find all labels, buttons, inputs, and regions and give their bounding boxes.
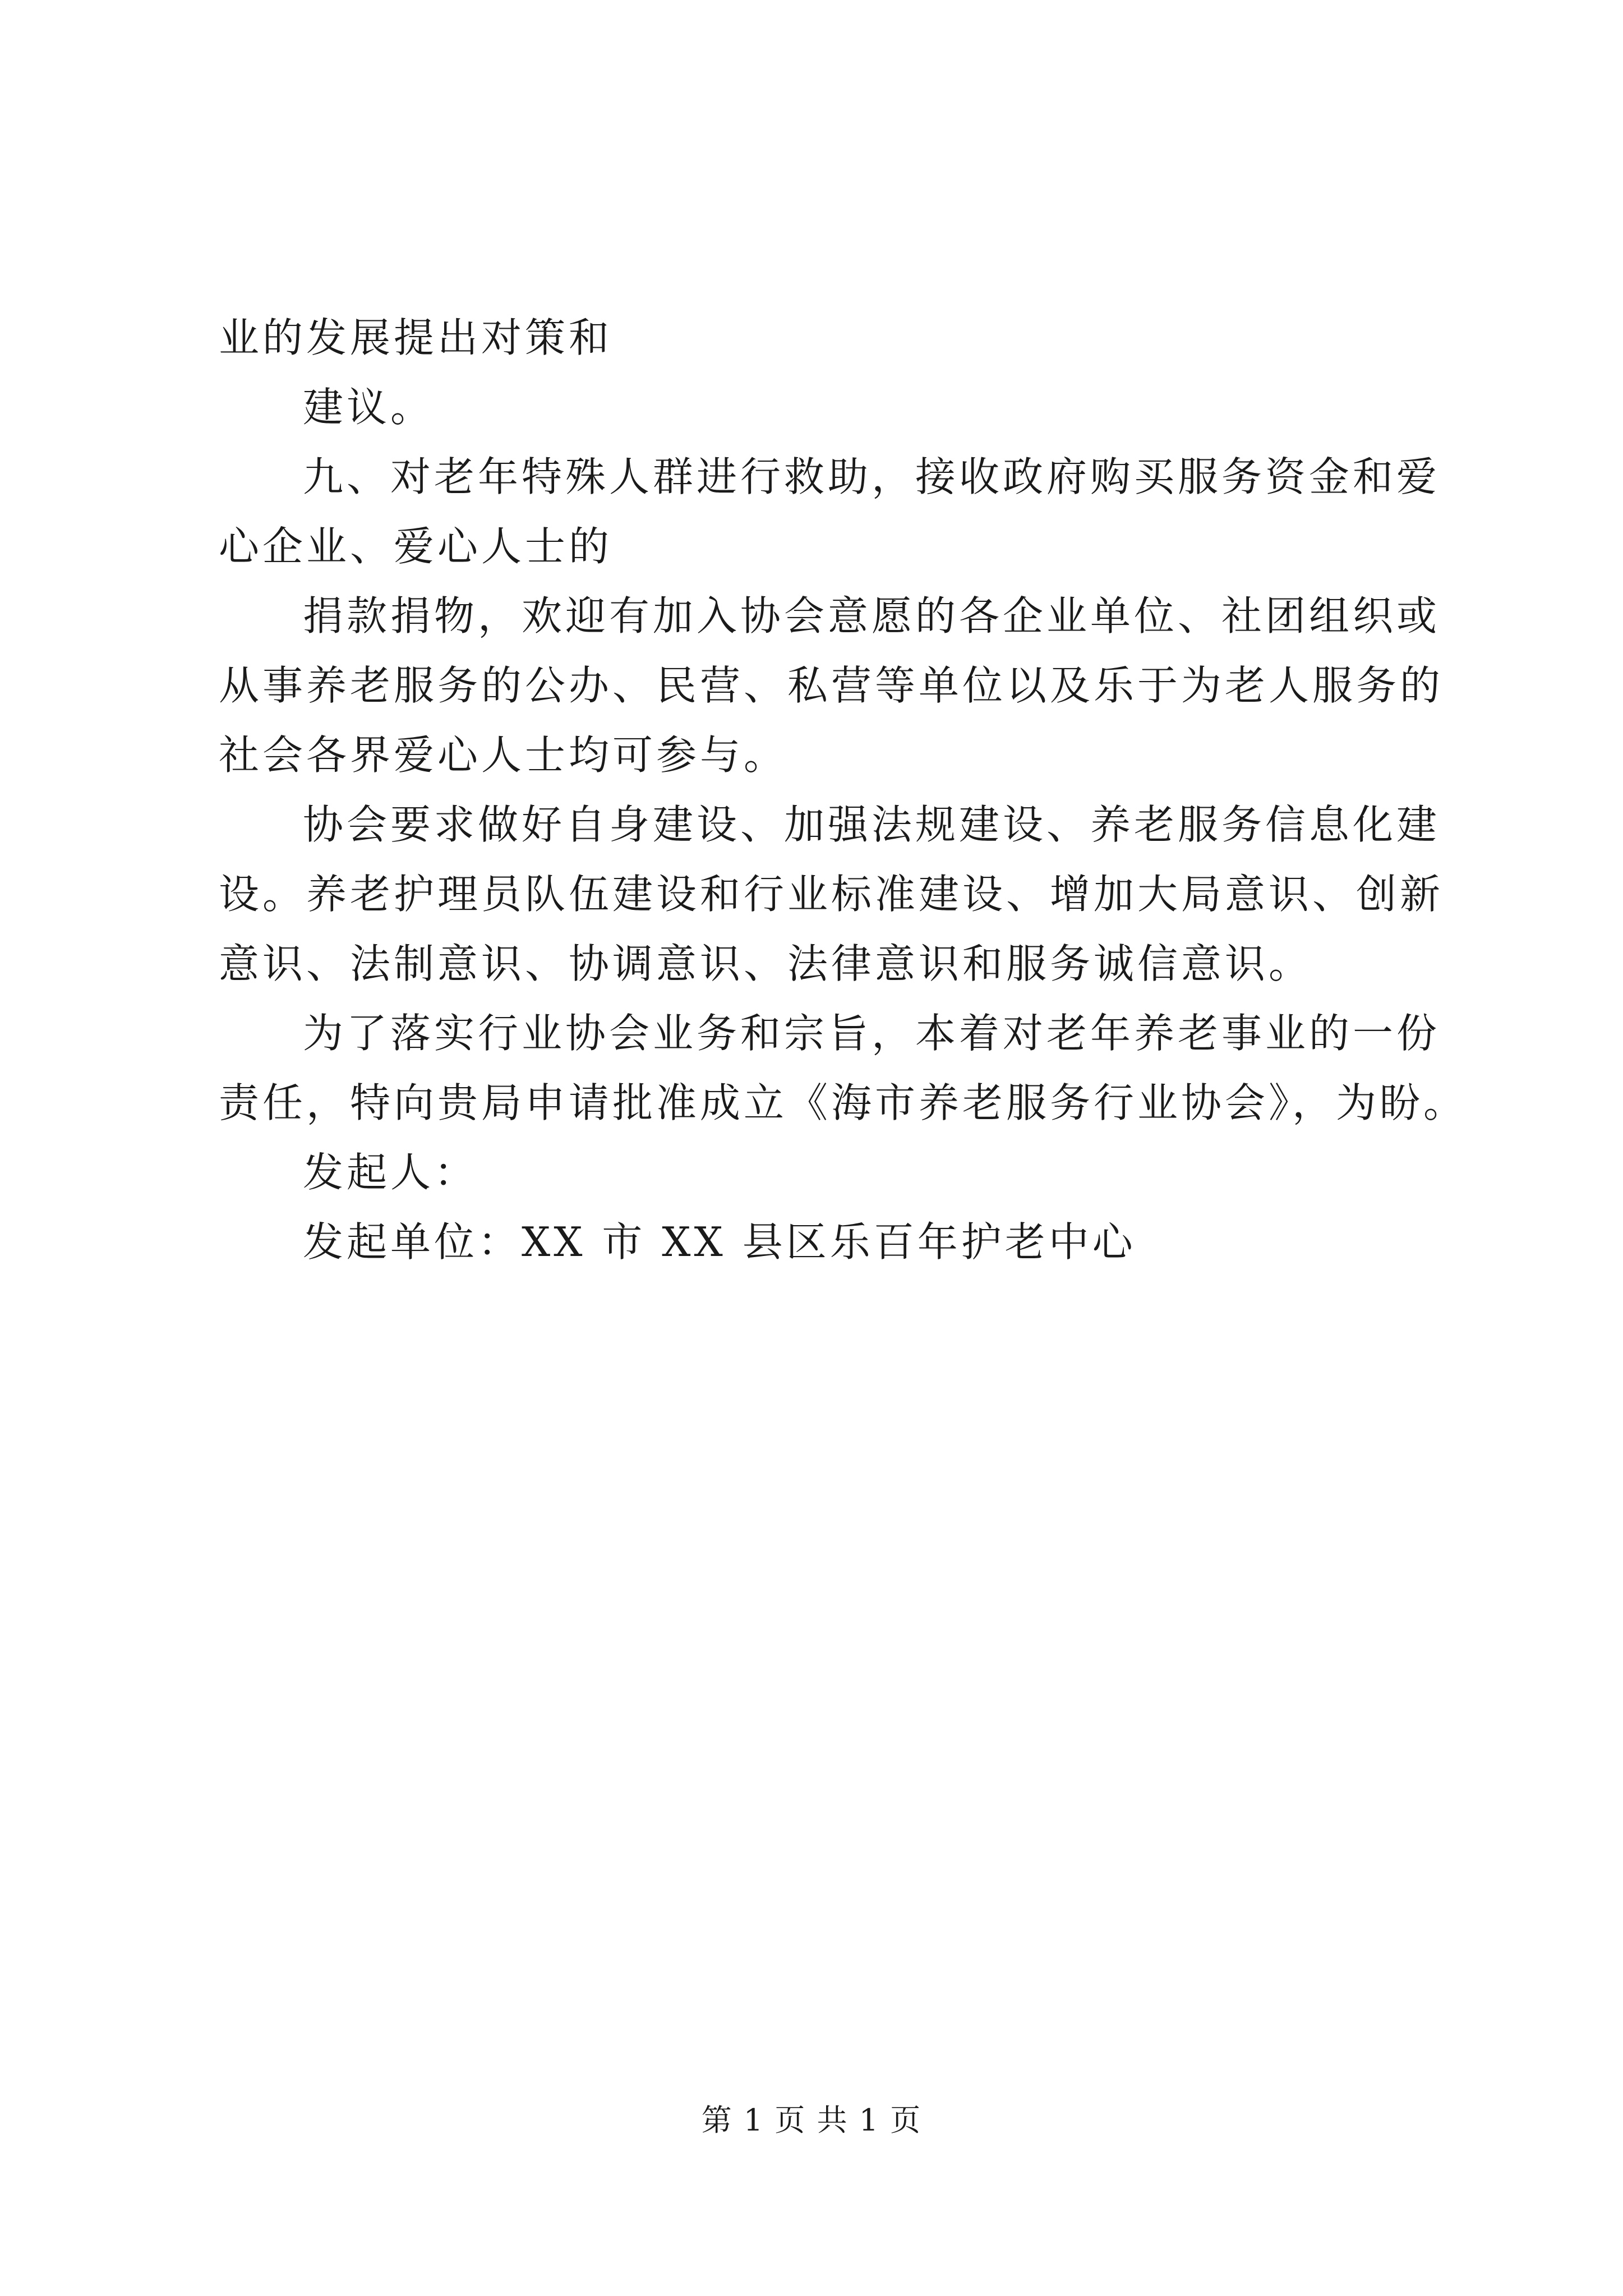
- text-line: 为了落实行业协会业务和宗旨，本着对老年养老事业的一份: [303, 1010, 1441, 1057]
- initiating-unit: 发起单位：XX 市 XX 县区乐百年护老中心: [303, 1218, 1136, 1266]
- text-line: 意识、法制意识、协调意识、法律意识和服务诚信意识。: [219, 940, 1313, 987]
- text-line: 心企业、爱心人士的: [219, 523, 613, 570]
- text-line: 从事养老服务的公办、民营、私营等单位以及乐于为老人服务的: [219, 662, 1444, 709]
- document-body: [219, 303, 1468, 1277]
- text-line: 业的发展提出对策和: [219, 314, 613, 361]
- text-line: 建议。: [303, 384, 435, 431]
- text-line: 捐款捐物，欢迎有加入协会意愿的各企业单位、社团组织或: [303, 592, 1441, 639]
- text-line: 设。养老护理员队伍建设和行业标准建设、增加大局意识、创新: [219, 871, 1444, 918]
- initiator-label: 发起人：: [303, 1149, 478, 1196]
- text-line: 九、对老年特殊人群进行救助，接收政府购买服务资金和爱: [303, 453, 1441, 500]
- text-line: 责任，特向贵局申请批准成立《海市养老服务行业协会》，为盼。: [219, 1079, 1468, 1126]
- page-number-footer: 第 1 页 共 1 页: [701, 2102, 922, 2138]
- text-line: 社会各界爱心人士均可参与。: [219, 731, 788, 779]
- text-line: 协会要求做好自身建设、加强法规建设、养老服务信息化建: [303, 801, 1441, 848]
